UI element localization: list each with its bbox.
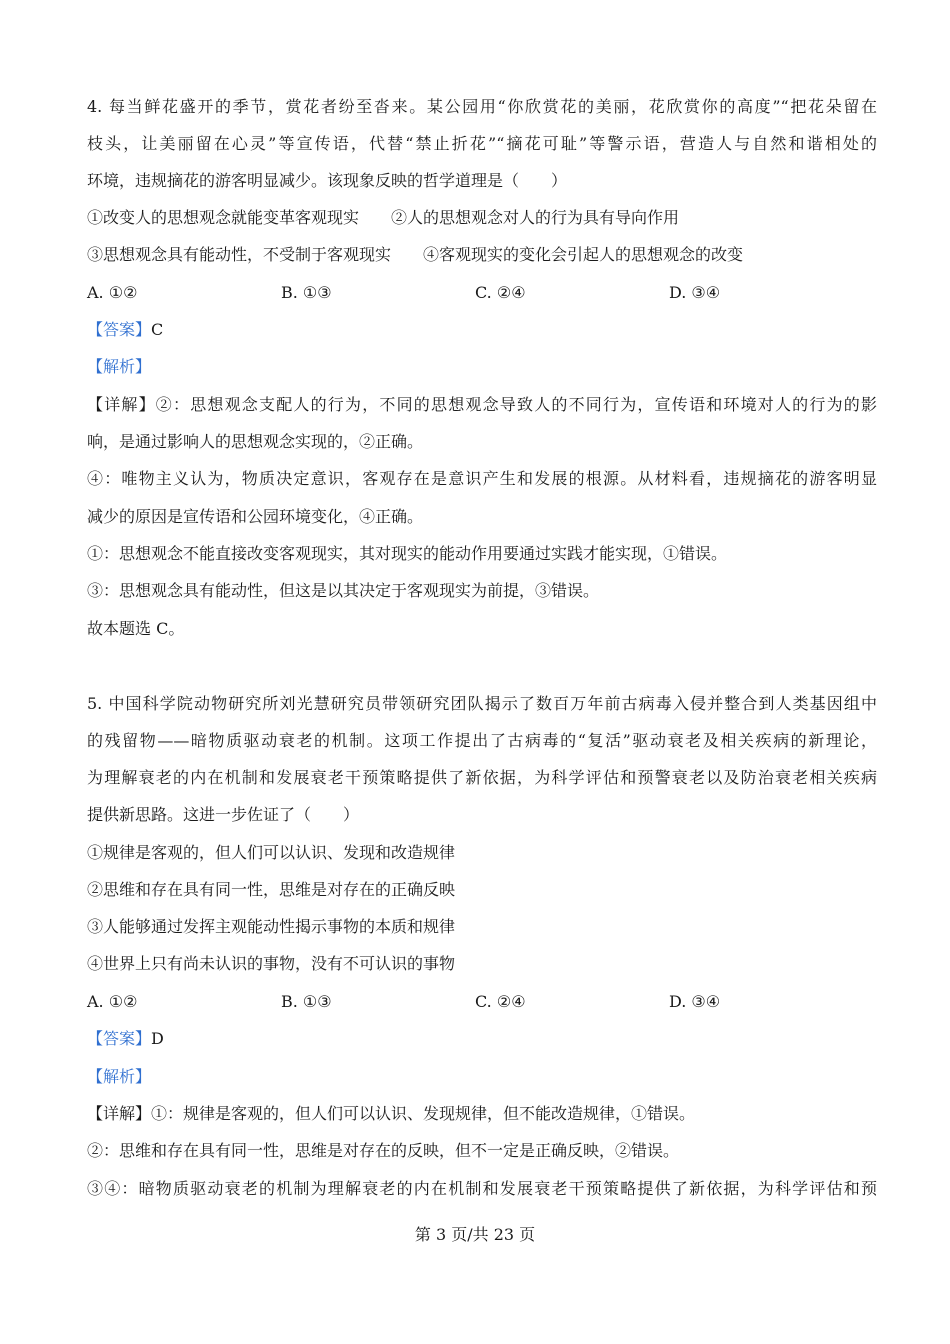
q4-answer-value: C — [151, 320, 164, 339]
q5-option-b: B. ①③ — [281, 992, 332, 1011]
q4-option-c: C. ②④ — [475, 283, 526, 302]
q4-answer-tag: 【答案】 — [87, 320, 152, 339]
q4-analysis-tag: 【解析】 — [87, 357, 152, 376]
q5-stem-line-2: 的残留物——暗物质驱动衰老的机制。这项工作提出了古病毒的“复活”驱动衰老及相关疾病的新理论， — [87, 731, 877, 750]
q5-answer-value: D — [151, 1029, 164, 1048]
q4-stem-line-1: 4. 每当鲜花盛开的季节，赏花者纷至沓来。某公园用“你欣赏花的美丽，花欣赏你的高度”“把花朵留在 — [87, 97, 877, 116]
q4-statement-1-2: ①改变人的思想观念就能变革客观现实 ②人的思想观念对人的行为具有导向作用 — [87, 208, 680, 227]
q4-detail-line-3: ④：唯物主义认为，物质决定意识，客观存在是意识产生和发展的根源。从材料看，违规摘花的游客明显 — [87, 469, 877, 488]
q4-detail-line-5: ①：思想观念不能直接改变客观现实，其对现实的能动作用要通过实践才能实现，①错误。 — [87, 544, 728, 563]
q4-statement-3-4: ③思想观念具有能动性，不受制于客观现实 ④客观现实的变化会引起人的思想观念的改变 — [87, 245, 744, 264]
q5-detail-line-2: ②：思维和存在具有同一性，思维是对存在的反映，但不一定是正确反映，②错误。 — [87, 1141, 680, 1160]
q5-answer — [87, 1028, 877, 1050]
q5-analysis-heading — [87, 1066, 877, 1088]
q4-stem-line-3: 环境，违规摘花的游客明显减少。该现象反映的哲学道理是（ ） — [87, 171, 568, 190]
q5-stem-line-4: 提供新思路。这进一步佐证了（ ） — [87, 805, 360, 824]
q4-stem-line-2: 枝头，让美丽留在心灵”等宣传语，代替“禁止折花”“摘花可耻”等警示语，营造人与自然和谐相处的 — [87, 134, 877, 153]
q4-detail-line-4: 减少的原因是宣传语和公园环境变化，④正确。 — [87, 507, 424, 526]
q5-option-c: C. ②④ — [475, 992, 526, 1011]
q5-stem-line-3: 为理解衰老的内在机制和发展衰老干预策略提供了新依据，为科学评估和预警衰老以及防治衰老相关疾病 — [87, 768, 877, 787]
q5-options — [87, 991, 867, 1013]
page-footer: 第 3 页/共 23 页 — [414, 1225, 536, 1244]
q4-analysis-heading — [87, 356, 877, 378]
q4-answer — [87, 319, 877, 341]
q5-statement-2: ②思维和存在具有同一性，思维是对存在的正确反映 — [87, 880, 456, 899]
q5-statement-1: ①规律是客观的，但人们可以认识、发现和改造规律 — [87, 843, 456, 862]
q4-detail-line-2: 响，是通过影响人的思想观念实现的，②正确。 — [87, 432, 424, 451]
q5-option-d: D. ③④ — [669, 992, 721, 1011]
q5-stem-line-1: 5. 中国科学院动物研究所刘光慧研究员带领研究团队揭示了数百万年前古病毒入侵并整合到人类基因组中 — [87, 694, 877, 713]
q5-detail-line-1: 【详解】①：规律是客观的，但人们可以认识、发现规律，但不能改造规律，①错误。 — [87, 1104, 696, 1123]
q4-option-d: D. ③④ — [669, 283, 721, 302]
q4-option-b: B. ①③ — [281, 283, 332, 302]
q5-statement-4: ④世界上只有尚未认识的事物，没有不可认识的事物 — [87, 954, 456, 973]
q4-detail-line-6: ③：思想观念具有能动性，但这是以其决定于客观现实为前提，③错误。 — [87, 581, 600, 600]
q5-option-a: A. ①② — [87, 992, 138, 1011]
q5-answer-tag: 【答案】 — [87, 1029, 152, 1048]
q4-option-a: A. ①② — [87, 283, 138, 302]
q5-statement-3: ③人能够通过发挥主观能动性揭示事物的本质和规律 — [87, 917, 456, 936]
q4-options — [87, 282, 867, 304]
q4-detail-line-1: 【详解】②：思想观念支配人的行为，不同的思想观念导致人的不同行为，宣传语和环境对人的行为的影 — [87, 395, 877, 414]
q5-detail-line-3: ③④：暗物质驱动衰老的机制为理解衰老的内在机制和发展衰老干预策略提供了新依据，为科学评估和预 — [87, 1179, 877, 1198]
q5-analysis-tag: 【解析】 — [87, 1067, 152, 1086]
q4-conclusion: 故本题选 C。 — [87, 619, 185, 638]
